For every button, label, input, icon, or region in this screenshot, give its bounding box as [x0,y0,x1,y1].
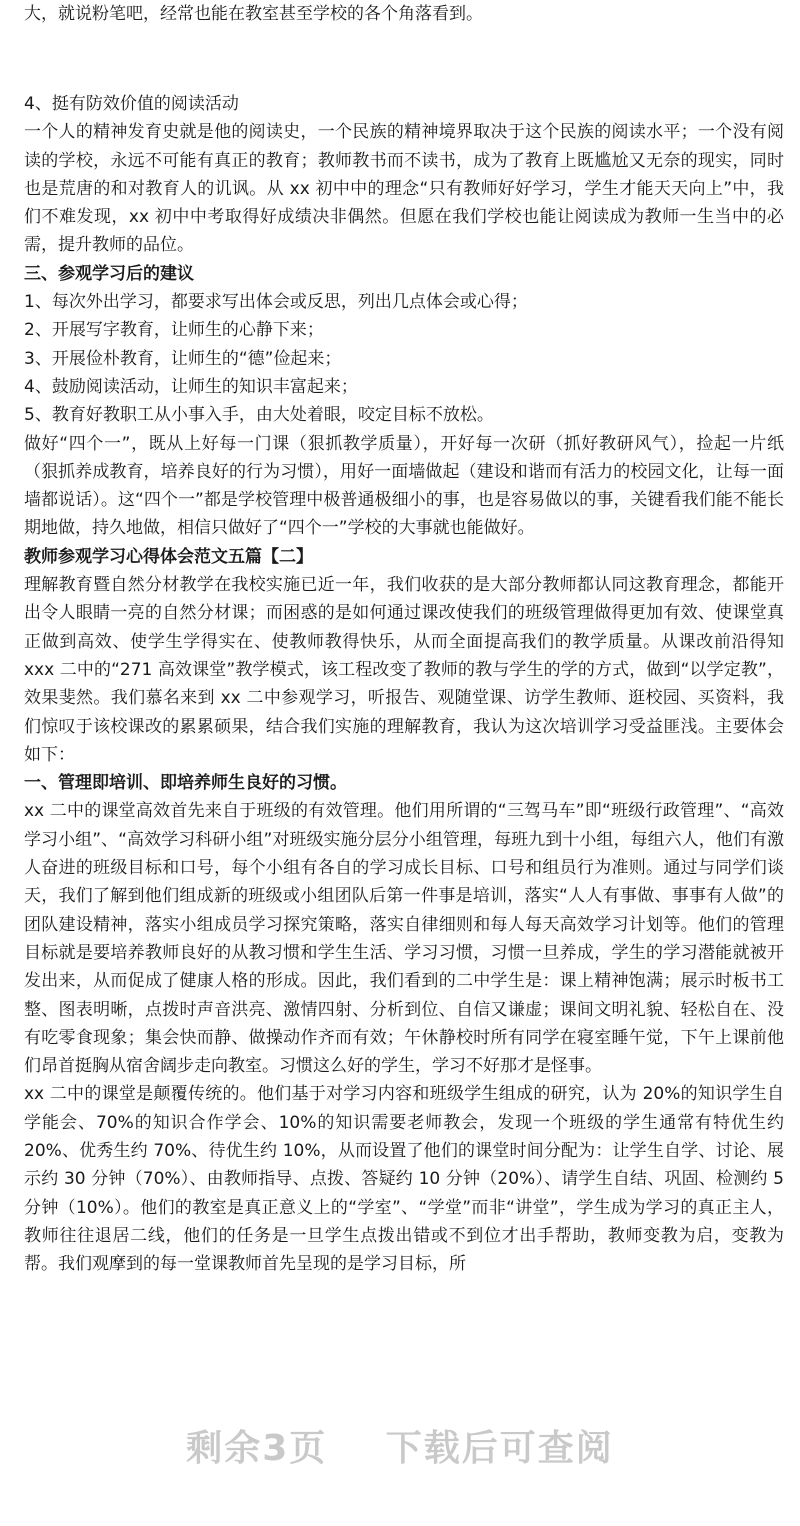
suggestion-item: 1、每次外出学习，都要求写出体会或反思，列出几点体会或心得； [24,292,528,313]
suggestions-closing: 做好“四个一”，既从上好每一门课（狠抓教学质量），开好每一次研（抓好教研风气），捡起一片纸（狠抓养成教育，培养良好的行为习惯），用好一面墙做起（建设和谐而有活力的校园文化，让每一面墙都说话）。这“四个一”都是学校管理中极普通极细小的事，也是容易做以的事，关键看我们能不能长期地做，持久地做，相信只做好了“四个一”学校的大事就也能做好。 [24,433,784,539]
suggestion-item: 5、教育好教职工从小事入手，由大处着眼，咬定目标不放松。 [24,405,494,426]
section4-body: 一个人的精神发育史就是他的阅读史，一个民族的精神境界取决于这个民族的阅读水平；一个没有阅读的学校，永远不可能有真正的教育；教师教书而不读书，成为了教育上既尴尬又无奈的现实，同时也是荒唐的和对教育人的讥讽。从 xx 初中中的理念“只有教师好好学习，学生才能天天向上”中，我们不难发现，xx 初中中考取得好成绩决非偶然。但愿在我们学校也能让阅读成为教师一生当中的必需，提升教师的品位。 [24,122,784,256]
article-paragraph-1: xx 二中的课堂高效首先来自于班级的有效管理。他们用所谓的“三驾马车”即“班级行政管理”、“高效学习小组”、“高效学习科研小组”对班级实施分层分小组管理，每班九到十小组，每组六人，他们有激人奋进的班级目标和口号，每个小组有各自的学习成长目标、口号和组员行为准则。通过与同学们谈天，我们了解到他们组成新的班级或小组团队后第一件事是培训，落实“人人有事做、事事有人做”的团队建设精神，落实小组成员学习探究策略，落实自律细则和每人每天高效学习计划等。他们的管理目标就是要培养教师良好的从教习惯和学生生活、学习习惯，习惯一旦养成，学生的学习潜能就被开发出来，从而促成了健康人格的形成。因此，我们看到的二中学生是：课上精神饱满；展示时板书工整、图表明晰，点拨时声音洪亮、激情四射、分析到位、自信又谦虚；课间文明礼貌、轻松自在、没有吃零食现象；集会快而静、做操动作齐而有效；午休静校时所有同学在寝室睡午觉，下午上课前他们昂首挺胸从宿舍阔步走向教室。习惯这么好的学生，学习不好那才是怪事。 [24,801,784,1077]
article-title: 教师参观学习心得体会范文五篇【二】 [24,546,313,567]
section4-title: 4、挺有防效价值的阅读活动 [24,94,239,114]
suggestion-item: 4、鼓励阅读活动，让师生的知识丰富起来； [24,376,358,397]
top-fragment: 大，就说粉笔吧，经常也能在教室甚至学校的各个角落看到。 [24,4,483,24]
top-fragment-wrap [24,0,784,30]
suggestion-item: 2、开展写字教育，让师生的心静下来； [24,320,324,341]
article-paragraph-2: xx 二中的课堂是颠覆传统的。他们基于对学习内容和班级学生组成的研究，认为 20%的知识学生自学能会、70%的知识合作学会、10%的知识需要老师教会，发现一个班级的学生通常有特优生约 20%、优秀生约 70%、待优生约 10%，从而设置了他们的课堂时间分配为：让学生自学、讨论、展示约 30 分钟（70%）、由教师指导、点拨、答疑约 10 分钟（20%）、请学生自结、巩固、检测约 5 分钟（10%）。他们的教室是真正意义上的“学室”、“学堂”而非“讲堂”，学生成为学习的真正主人，教师往往退居二线，他们的任务是一旦学生点拨出错或不到位才出手帮助，教师变教为启，变教为帮。我们观摩到的每一堂课教师首先呈现的是学习目标，所 [24,1084,784,1275]
suggestion-item: 3、开展俭朴教育，让师生的“德”俭起来； [24,348,342,369]
article-intro: 理解教育暨自然分材教学在我校实施已近一年，我们收获的是大部分教师都认同这教育理念，都能开出令人眼睛一亮的自然分材课；而困惑的是如何通过课改使我们的班级管理做得更加有效、使课堂真正做到高效、使学生学得实在、使教师教得快乐，从而全面提高我们的教学质量。从课改前沿得知 xxx 二中的“271 高效课堂”教学模式，该工程改变了教师的教与学生的学的方式，做到“以学定教”，效果斐然。我们慕名来到 xx 二中参观学习，听报告、观随堂课、访学生教师、逛校园、买资料，我们惊叹于该校课改的累累硕果，结合我们实施的理解教育，我认为这次培训学习受益匪浅。主要体会如下： [24,575,784,765]
download-to-read-text[interactable]: 下载后可查阅 [385,1428,614,1469]
document-body [24,90,784,1278]
suggestions-heading: 三、参观学习后的建议 [24,263,194,284]
remaining-pages-text: 剩余3页 [186,1428,328,1469]
article-heading-1: 一、管理即培训、即培养师生良好的习惯。 [24,773,347,794]
paywall-footer[interactable] [0,1420,800,1471]
